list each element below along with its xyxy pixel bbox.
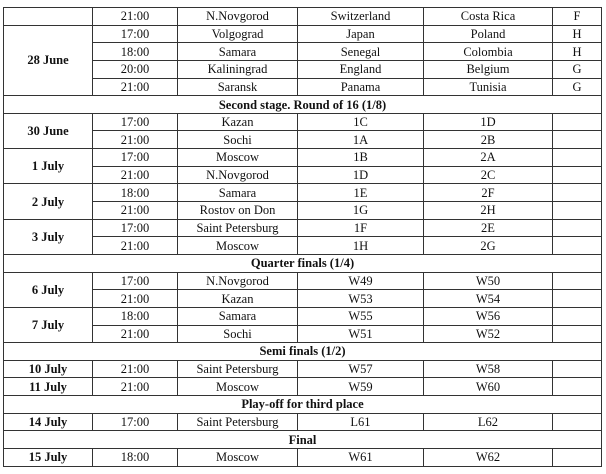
team2-cell: 2H [424,202,553,220]
city-cell: Saint Petersburg [178,219,298,237]
team2-cell: 2E [424,219,553,237]
group-cell [553,272,602,290]
group-cell [553,290,602,308]
time-cell: 17:00 [93,272,178,290]
group-cell: G [553,60,602,78]
team2-cell: Belgium [424,60,553,78]
match-row [4,307,602,325]
stage-header-row [4,96,602,114]
match-row [4,449,602,467]
time-cell: 17:00 [93,149,178,167]
team2-cell: 2B [424,131,553,149]
time-cell: 21:00 [93,202,178,220]
team2-cell: Poland [424,25,553,43]
stage-header-row [4,396,602,414]
date-cell: 10 July [4,360,93,378]
time-cell: 18:00 [93,449,178,467]
match-row [4,272,602,290]
team1-cell: 1C [298,113,424,131]
time-cell: 21:00 [93,131,178,149]
city-cell: N.Novgorod [178,166,298,184]
city-cell: Samara [178,307,298,325]
team2-cell: 2A [424,149,553,167]
match-row [4,149,602,167]
time-cell: 21:00 [93,8,178,26]
team2-cell: W54 [424,290,553,308]
group-cell [553,219,602,237]
group-cell [553,131,602,149]
match-row [4,184,602,202]
date-cell: 11 July [4,378,93,396]
group-cell [553,325,602,343]
team1-cell: Senegal [298,43,424,61]
match-row [4,219,602,237]
team1-cell: 1D [298,166,424,184]
time-cell: 21:00 [93,360,178,378]
match-row [4,378,602,396]
match-row [4,325,602,343]
group-cell: G [553,78,602,96]
stage-title: Second stage. Round of 16 (1/8) [4,96,602,114]
team2-cell: 1D [424,113,553,131]
match-row [4,113,602,131]
match-row [4,131,602,149]
match-row [4,360,602,378]
city-cell: Samara [178,184,298,202]
team1-cell: L61 [298,413,424,431]
team2-cell: W52 [424,325,553,343]
date-cell: 15 July [4,449,93,467]
time-cell: 21:00 [93,166,178,184]
group-cell [553,166,602,184]
group-cell [553,360,602,378]
team1-cell: Japan [298,25,424,43]
date-cell: 30 June [4,113,93,148]
group-cell [553,184,602,202]
time-cell: 18:00 [93,307,178,325]
team1-cell: 1G [298,202,424,220]
team2-cell: 2C [424,166,553,184]
match-row [4,43,602,61]
city-cell: Sochi [178,325,298,343]
date-cell: 1 July [4,149,93,184]
team1-cell: Panama [298,78,424,96]
time-cell: 21:00 [93,325,178,343]
match-row [4,166,602,184]
city-cell: Moscow [178,378,298,396]
city-cell: Moscow [178,237,298,255]
time-cell: 17:00 [93,25,178,43]
time-cell: 18:00 [93,43,178,61]
team2-cell: Tunisia [424,78,553,96]
team1-cell: 1H [298,237,424,255]
team2-cell: 2F [424,184,553,202]
match-row [4,8,602,26]
stage-title: Final [4,431,602,449]
time-cell: 21:00 [93,237,178,255]
match-row [4,60,602,78]
team2-cell: W58 [424,360,553,378]
city-cell: Saransk [178,78,298,96]
time-cell: 21:00 [93,78,178,96]
date-cell: 6 July [4,272,93,307]
group-cell: H [553,43,602,61]
date-cell: 2 July [4,184,93,219]
group-cell [553,113,602,131]
time-cell: 17:00 [93,413,178,431]
date-cell: 7 July [4,307,93,342]
time-cell: 18:00 [93,184,178,202]
stage-title: Quarter finals (1/4) [4,254,602,272]
city-cell: N.Novgorod [178,8,298,26]
team2-cell: Colombia [424,43,553,61]
city-cell: Moscow [178,449,298,467]
group-cell [553,413,602,431]
city-cell: Kaliningrad [178,60,298,78]
city-cell: Saint Petersburg [178,360,298,378]
match-row [4,78,602,96]
city-cell: Kazan [178,290,298,308]
team1-cell: W59 [298,378,424,396]
match-row [4,202,602,220]
city-cell: Saint Petersburg [178,413,298,431]
match-row [4,290,602,308]
date-cell [4,8,93,26]
date-cell: 28 June [4,25,93,96]
team1-cell: 1F [298,219,424,237]
match-row [4,413,602,431]
group-cell: F [553,8,602,26]
city-cell: Moscow [178,149,298,167]
group-cell [553,202,602,220]
team1-cell: 1A [298,131,424,149]
match-row [4,237,602,255]
team2-cell: L62 [424,413,553,431]
team1-cell: England [298,60,424,78]
match-row [4,25,602,43]
time-cell: 21:00 [93,378,178,396]
team1-cell: W61 [298,449,424,467]
date-cell: 3 July [4,219,93,254]
team1-cell: 1B [298,149,424,167]
time-cell: 17:00 [93,113,178,131]
group-cell [553,449,602,467]
team2-cell: Costa Rica [424,8,553,26]
team1-cell: W51 [298,325,424,343]
team2-cell: 2G [424,237,553,255]
team1-cell: W55 [298,307,424,325]
stage-header-row [4,343,602,361]
city-cell: Rostov on Don [178,202,298,220]
group-cell [553,307,602,325]
team2-cell: W56 [424,307,553,325]
stage-header-row [4,254,602,272]
team1-cell: 1E [298,184,424,202]
city-cell: Samara [178,43,298,61]
city-cell: N.Novgorod [178,272,298,290]
stage-title: Semi finals (1/2) [4,343,602,361]
time-cell: 21:00 [93,290,178,308]
match-schedule-table [3,7,602,467]
stage-title: Play-off for third place [4,396,602,414]
group-cell: H [553,25,602,43]
date-cell: 14 July [4,413,93,431]
team1-cell: W57 [298,360,424,378]
team2-cell: W50 [424,272,553,290]
stage-header-row [4,431,602,449]
team1-cell: Switzerland [298,8,424,26]
city-cell: Kazan [178,113,298,131]
city-cell: Volgograd [178,25,298,43]
group-cell [553,378,602,396]
team2-cell: W62 [424,449,553,467]
time-cell: 17:00 [93,219,178,237]
group-cell [553,149,602,167]
team2-cell: W60 [424,378,553,396]
team1-cell: W53 [298,290,424,308]
time-cell: 20:00 [93,60,178,78]
city-cell: Sochi [178,131,298,149]
group-cell [553,237,602,255]
team1-cell: W49 [298,272,424,290]
